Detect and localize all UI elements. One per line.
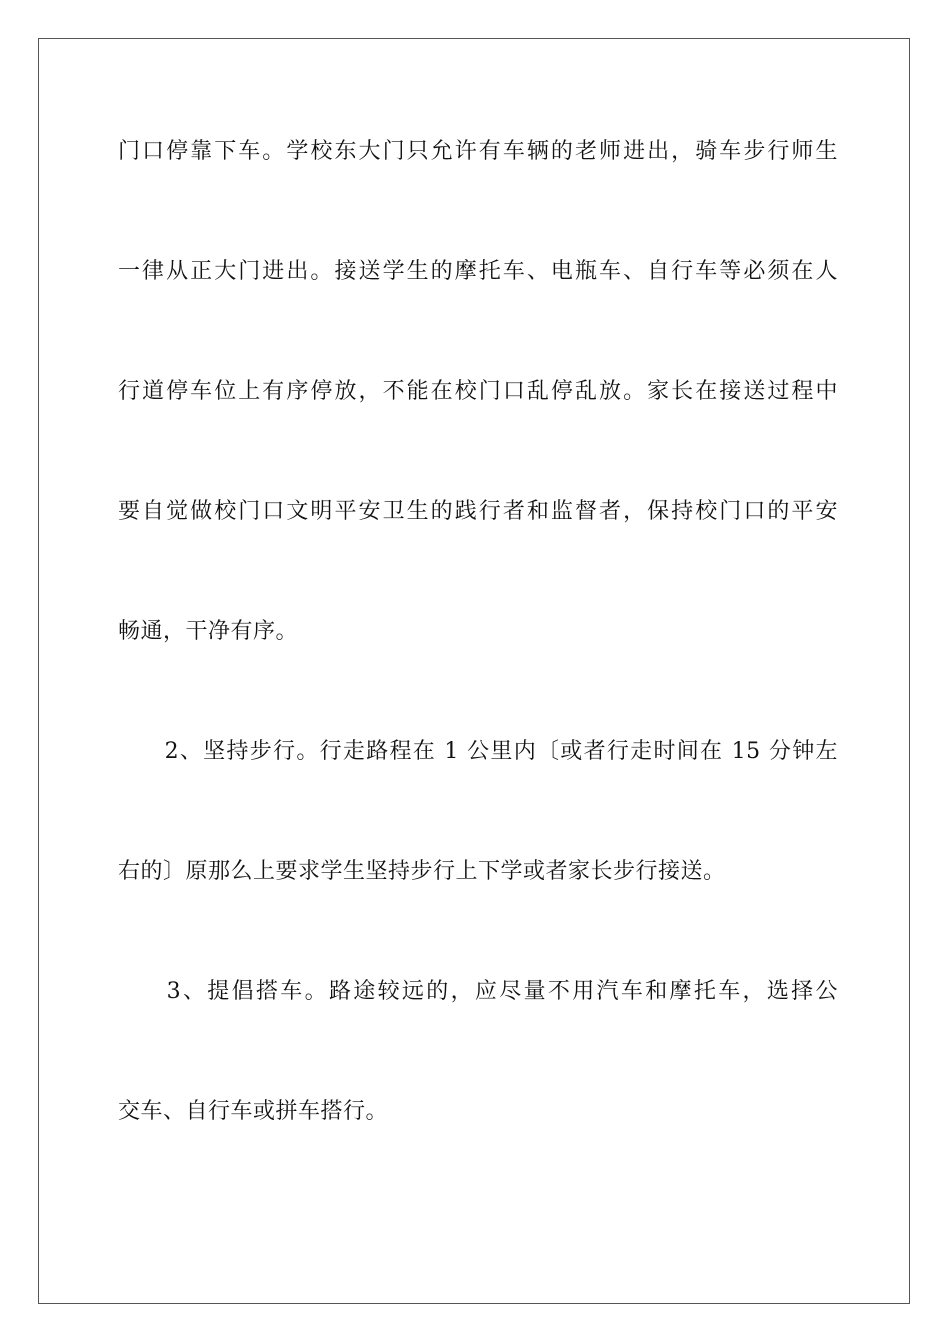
paragraph-line: 右的〕原那么上要求学生坚持步行上下学或者家长步行接送。 xyxy=(118,859,726,884)
paragraph-line: 畅通，干净有序。 xyxy=(118,619,299,644)
paragraph-line: 一律从正大门进出。接送学生的摩托车、电瓶车、自行车等必须在人 xyxy=(118,259,838,284)
paragraph-line: 交车、自行车或拼车搭行。 xyxy=(118,1099,389,1124)
paragraph-line: 行道停车位上有序停放，不能在校门口乱停乱放。家长在接送过程中 xyxy=(118,379,838,404)
paragraph-line: 2、坚持步行。行走路程在 1 公里内〔或者行走时间在 15 分钟左 xyxy=(118,739,838,764)
paragraph-line: 3、提倡搭车。路途较远的，应尽量不用汽车和摩托车，选择公 xyxy=(118,979,838,1004)
paragraph-line: 要自觉做校门口文明平安卫生的践行者和监督者，保持校门口的平安 xyxy=(118,499,838,524)
paragraph-line: 门口停靠下车。学校东大门只允许有车辆的老师进出，骑车步行师生 xyxy=(118,139,838,164)
